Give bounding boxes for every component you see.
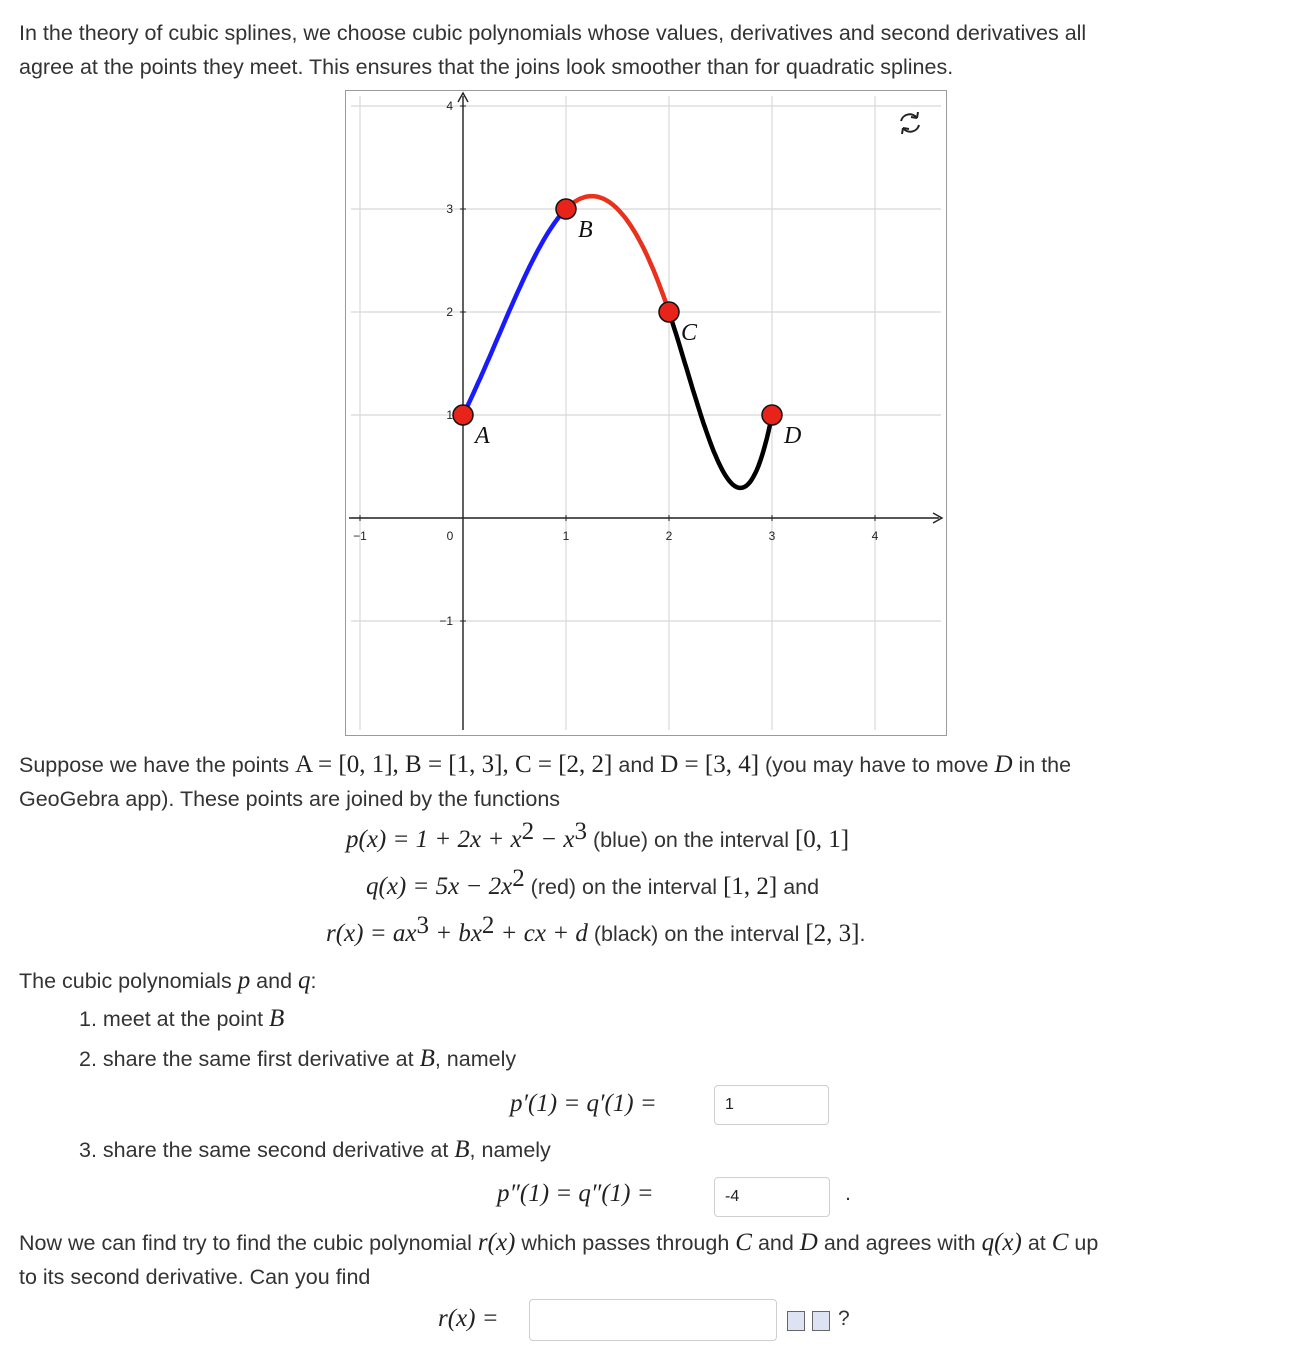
final-qx: q(x)	[981, 1229, 1022, 1256]
list-item-2	[79, 1045, 516, 1073]
r-desc: (black) on the interval	[587, 922, 806, 946]
x-tick-label: 1	[562, 529, 570, 543]
y-tick-label: 2	[446, 305, 453, 319]
list-item-1	[79, 1005, 284, 1033]
point-C	[659, 302, 679, 322]
x-tick-label: 0	[446, 529, 454, 543]
formula-sigma-icon[interactable]	[812, 1311, 830, 1331]
preview-icon[interactable]	[787, 1311, 805, 1331]
final-rx: r(x)	[477, 1229, 516, 1256]
r-interval: [2, 3]	[805, 920, 860, 947]
final-c: C	[735, 1229, 752, 1256]
x-tick-label: 4	[871, 529, 879, 543]
cubic-t1: The cubic polynomials	[19, 969, 238, 993]
item3-tail: , namely	[469, 1138, 551, 1162]
y-tick-label: 1	[446, 408, 453, 422]
item2-text: 2. share the same first derivative at	[79, 1047, 420, 1071]
cubic-t2: and	[250, 969, 299, 993]
point-D	[762, 405, 782, 425]
first-derivative-label	[510, 1090, 657, 1118]
r-answer-label	[438, 1305, 499, 1333]
final-line-1	[19, 1226, 1098, 1260]
point-label: B	[578, 217, 593, 243]
item2-b: B	[419, 1045, 435, 1072]
final-t2: which passes through	[515, 1231, 736, 1255]
list-item-3	[79, 1136, 551, 1164]
point-B	[556, 199, 576, 219]
first-deriv-text: p′(1) = q′(1) =	[510, 1090, 657, 1117]
suppose-t1: Suppose we have the points	[19, 753, 296, 777]
r-mid: + bx	[428, 920, 482, 947]
final-line-2: to its second derivative. Can you find	[19, 1265, 371, 1289]
suppose-t2: and	[612, 753, 661, 777]
point-label: C	[681, 320, 698, 346]
second-derivative-input[interactable]	[714, 1177, 830, 1217]
second-derivative-period: .	[845, 1181, 851, 1205]
help-button[interactable]: ?	[838, 1307, 850, 1330]
point-A	[453, 405, 473, 425]
r-end: .	[859, 922, 866, 946]
p-formula: p(x) = 1 + 2x + x	[346, 826, 522, 853]
q-and: and	[777, 875, 820, 899]
r-answer-text: r(x) =	[438, 1305, 499, 1332]
intro-line-2: agree at the points they meet. This ensures that the joins look smoother than for quadratic splines.	[19, 55, 954, 79]
suppose-dvar: D	[994, 751, 1013, 778]
cubic-p: p	[237, 967, 251, 994]
x-tick-label: −1	[353, 529, 367, 543]
p-tail: − x	[534, 826, 575, 853]
intro-line-1: In the theory of cubic splines, we choose cubic polynomials whose values, derivatives and second derivatives all	[19, 21, 1087, 45]
y-tick-label: 4	[446, 99, 453, 113]
y-tick-label: −1	[439, 614, 453, 628]
second-deriv-text: p″(1) = q″(1) =	[497, 1180, 654, 1207]
x-tick-label: 3	[768, 529, 776, 543]
final-t5: at	[1021, 1231, 1052, 1255]
first-derivative-input[interactable]	[714, 1085, 829, 1125]
q-interval: [1, 2]	[723, 873, 778, 900]
final-t6: up	[1068, 1231, 1099, 1255]
suppose-line-2: GeoGebra app). These points are joined by the functions	[19, 787, 561, 811]
r-answer-input[interactable]	[529, 1299, 777, 1341]
geogebra-graph[interactable]	[345, 90, 947, 736]
final-t1: Now we can find try to find the cubic polynomial	[19, 1231, 478, 1255]
final-t4: and agrees with	[817, 1231, 982, 1255]
r-tail: + cx + d	[494, 920, 588, 947]
final-c2: C	[1051, 1229, 1069, 1256]
x-tick-label: 2	[665, 529, 673, 543]
suppose-t3: (you may have to move	[759, 753, 995, 777]
second-derivative-label	[497, 1180, 654, 1208]
q-formula: q(x) = 5x − 2x	[366, 873, 513, 900]
cubic-line	[19, 964, 317, 998]
p-definition: $p(x) = 1 + 2x + x^2 - x^3$ (blue) on the interval [0, 1]	[346, 817, 850, 853]
r-formula: r(x) = ax	[326, 920, 417, 947]
y-tick-label: 3	[446, 202, 453, 216]
suppose-t4: in the	[1012, 753, 1072, 777]
point-label: D	[784, 423, 802, 449]
item1-text: 1. meet at the point	[79, 1007, 270, 1031]
suppose-points: A = [0, 1], B = [1, 3], C = [2, 2]	[295, 751, 613, 778]
point-label: A	[475, 423, 490, 449]
final-d: D	[799, 1229, 818, 1256]
suppose-line-1	[19, 748, 1071, 782]
graph-frame	[346, 91, 947, 736]
cubic-q: q	[298, 967, 311, 994]
item3-text: 3. share the same second derivative at	[79, 1138, 455, 1162]
q-desc: (red) on the interval	[524, 875, 724, 899]
item1-b: B	[269, 1005, 285, 1032]
suppose-d: D = [3, 4]	[660, 751, 760, 778]
final-t3: and	[751, 1231, 800, 1255]
q-definition: $q(x) = 5x - 2x^2$ (red) on the interval [1, 2] and	[366, 864, 820, 900]
item3-b: B	[454, 1136, 470, 1163]
p-desc: (blue) on the interval	[587, 828, 795, 852]
p-interval: [0, 1]	[794, 826, 850, 853]
r-definition: $r(x) = ax^3 + bx^2$ + cx + d (black) on the interval [2, 3].	[326, 911, 866, 947]
cubic-t3: :	[310, 969, 317, 993]
item2-tail: , namely	[434, 1047, 517, 1071]
